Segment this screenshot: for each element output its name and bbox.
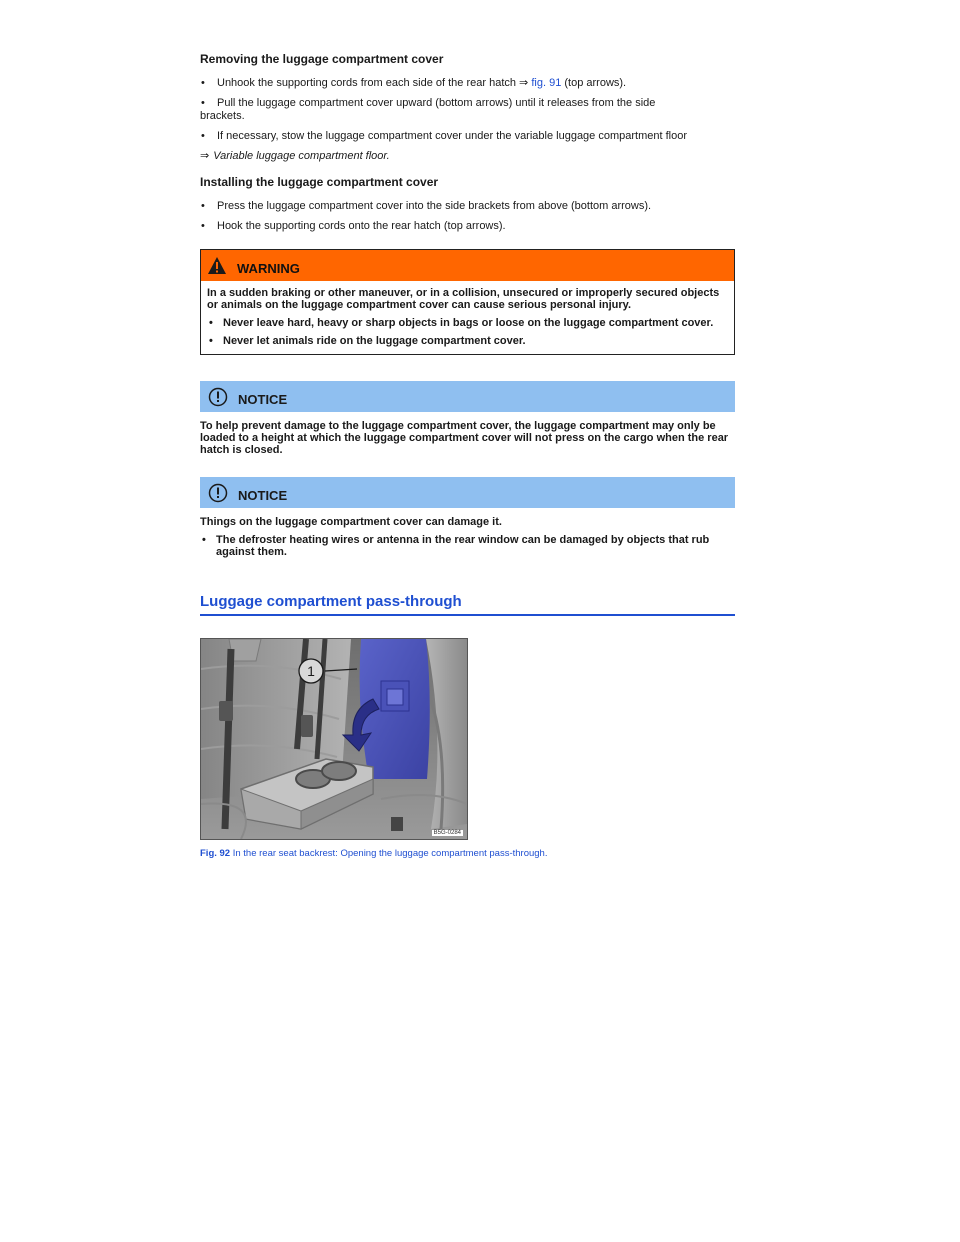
list-item bbox=[207, 335, 729, 347]
bullet-text: Unhook the supporting cords from each side of the rear hatch ⇒ bbox=[217, 77, 532, 89]
list-item bbox=[200, 200, 735, 213]
arrow-right-icon: ⇒ bbox=[200, 150, 210, 162]
figure-label: Fig. 92 bbox=[200, 848, 231, 859]
warning-body bbox=[201, 281, 734, 354]
bullet-text: Pull the luggage compartment cover upward (bottom arrows) until it releases from the side bbox=[217, 97, 656, 109]
callout-1: 1 bbox=[307, 663, 315, 679]
notice-box bbox=[200, 477, 735, 558]
figure-caption-text: In the rear seat backrest: Opening the luggage compartment pass-through. bbox=[230, 848, 548, 859]
notice-text: To help prevent damage to the luggage compartment cover, the luggage compartment may only be loaded to a height at which the luggage compartment cover will not press on the cargo when the rear hatch is closed. bbox=[200, 420, 729, 456]
list-item bbox=[207, 317, 729, 329]
bullet-dot: • bbox=[209, 317, 213, 329]
bullet-text: Hook the supporting cords onto the rear hatch (top arrows). bbox=[217, 220, 506, 232]
installing-heading: Installing the luggage compartment cover bbox=[200, 175, 439, 189]
bullet-dot: • bbox=[201, 130, 205, 142]
bullet-text: Never let animals ride on the luggage compartment cover. bbox=[223, 335, 526, 347]
bullet-text: brackets. bbox=[200, 110, 245, 122]
notice-body bbox=[200, 412, 735, 456]
fig-91-link[interactable]: fig. 91 bbox=[531, 77, 562, 89]
notice-header bbox=[200, 477, 735, 508]
list-item bbox=[200, 130, 735, 143]
list-item bbox=[200, 220, 735, 233]
notice-title: NOTICE bbox=[238, 392, 288, 407]
notice-text: Things on the luggage compartment cover can damage it. bbox=[200, 516, 502, 528]
notice-header bbox=[200, 381, 735, 412]
warning-intro: In a sudden braking or other maneuver, or in a collision, unsecured or improperly secured objects or animals on the luggage compartment cover can cause serious personal injury. bbox=[207, 287, 720, 311]
page-content bbox=[200, 52, 735, 860]
figure-code: B5G-0284 bbox=[433, 830, 461, 836]
bullet-dot: • bbox=[201, 97, 205, 109]
figure-92-illustration bbox=[200, 638, 468, 840]
cross-reference-text: Variable luggage compartment floor. bbox=[213, 150, 390, 162]
warning-triangle-icon bbox=[207, 256, 227, 275]
bullet-text: Never leave hard, heavy or sharp objects in bags or loose on the luggage compartment cover. bbox=[223, 317, 714, 329]
section-heading: Luggage compartment pass-through bbox=[200, 592, 735, 616]
figure-caption bbox=[200, 848, 735, 860]
bullet-dot: • bbox=[201, 77, 205, 89]
bullet-text: (top arrows). bbox=[561, 77, 627, 89]
notice-title: NOTICE bbox=[238, 488, 288, 503]
bullet-dot: • bbox=[201, 220, 205, 232]
list-item bbox=[200, 534, 735, 558]
exclamation-circle-icon bbox=[208, 387, 228, 407]
bullet-dot: • bbox=[201, 200, 205, 212]
exclamation-circle-icon bbox=[208, 483, 228, 503]
list-item bbox=[200, 77, 735, 90]
bullet-text: Press the luggage compartment cover into the side brackets from above (bottom arrows). bbox=[217, 200, 652, 212]
bullet-dot: • bbox=[209, 335, 213, 347]
warning-box bbox=[200, 249, 735, 355]
rear-seat-illustration bbox=[201, 639, 467, 839]
notice-box bbox=[200, 381, 735, 456]
bullet-text: If necessary, stow the luggage compartment cover under the variable luggage compartment floor bbox=[217, 130, 687, 142]
bullet-dot: • bbox=[202, 534, 206, 546]
list-item bbox=[200, 97, 735, 123]
warning-title: WARNING bbox=[237, 261, 300, 276]
cross-reference[interactable] bbox=[200, 150, 735, 163]
bullet-text: The defroster heating wires or antenna in the rear window can be damaged by objects that rub against them. bbox=[216, 534, 710, 558]
warning-header bbox=[201, 250, 734, 281]
removing-heading: Removing the luggage compartment cover bbox=[200, 52, 444, 66]
notice-body bbox=[200, 508, 735, 558]
